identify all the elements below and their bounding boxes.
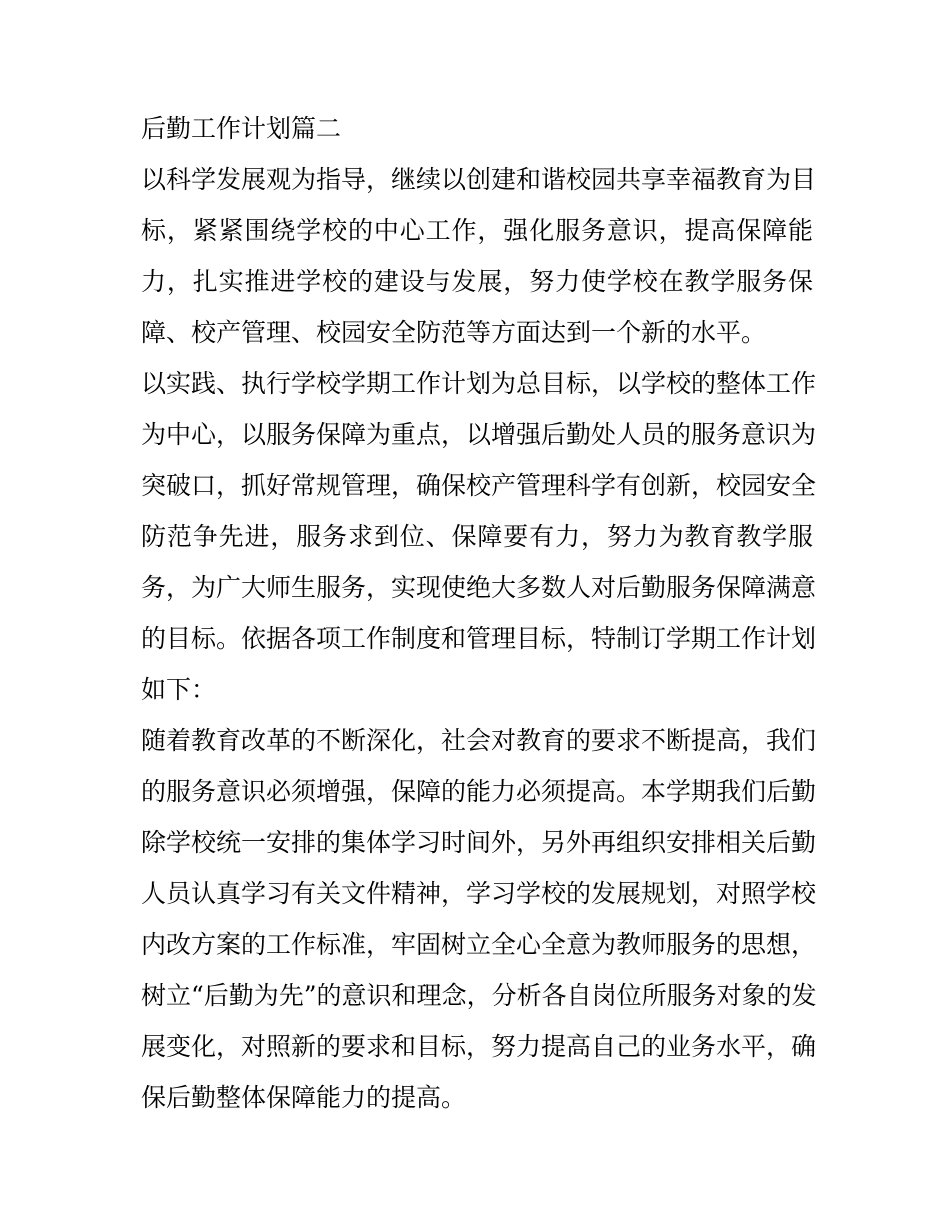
- paragraph-service-awareness: [141, 715, 817, 1123]
- document-page: [141, 103, 817, 1123]
- paragraph-line: 展变化，对照新的要求和目标，努力提高自己的业务水平，确: [141, 1032, 817, 1061]
- paragraph-line: 的目标。依据各项工作制度和管理目标，特制订学期工作计划: [141, 624, 817, 653]
- paragraph-line: 务，为广大师生服务，实现使绝大多数人对后勤服务保障满意: [141, 573, 817, 602]
- paragraph-line: 标，紧紧围绕学校的中心工作，强化服务意识，提高保障能: [141, 216, 813, 245]
- paragraph-line: 为中心，以服务保障为重点，以增强后勤处人员的服务意识为: [141, 420, 817, 449]
- paragraph-line: 人员认真学习有关文件精神，学习学校的发展规划，对照学校: [141, 879, 817, 908]
- paragraph-line: 防范争先进，服务求到位、保障要有力，努力为教育教学服: [141, 522, 813, 551]
- paragraph-line: 除学校统一安排的集体学习时间外，另外再组织安排相关后勤: [141, 828, 817, 857]
- paragraph-line: 如下：: [141, 675, 217, 704]
- paragraph-line: 以实践、执行学校学期工作计划为总目标，以学校的整体工作: [141, 369, 817, 398]
- document-title: 后勤工作计划篇二: [141, 114, 342, 143]
- paragraph-overall-goal: [141, 358, 817, 715]
- paragraph-line: 树立“后勤为先”的意识和理念，分析各自岗位所服务对象的发: [141, 981, 817, 1010]
- paragraph-line: 力，扎实推进学校的建设与发展，努力使学校在教学服务保: [141, 267, 813, 296]
- paragraph-line: 随着教育改革的不断深化，社会对教育的要求不断提高，我们: [141, 726, 817, 755]
- paragraph-line: 的服务意识必须增强，保障的能力必须提高。本学期我们后勤: [141, 777, 817, 806]
- paragraph-line: 保后勤整体保障能力的提高。: [141, 1083, 467, 1112]
- paragraph-line: 突破口，抓好常规管理，确保校产管理科学有创新，校园安全: [141, 471, 817, 500]
- paragraph-guiding-principle: [141, 154, 817, 358]
- paragraph-line: 障、校产管理、校园安全防范等方面达到一个新的水平。: [141, 318, 767, 347]
- paragraph-line: 以科学发展观为指导，继续以创建和谐校园共享幸福教育为目: [141, 165, 817, 194]
- paragraph-line: 内改方案的工作标准，牢固树立全心全意为教师服务的思想，: [141, 930, 817, 959]
